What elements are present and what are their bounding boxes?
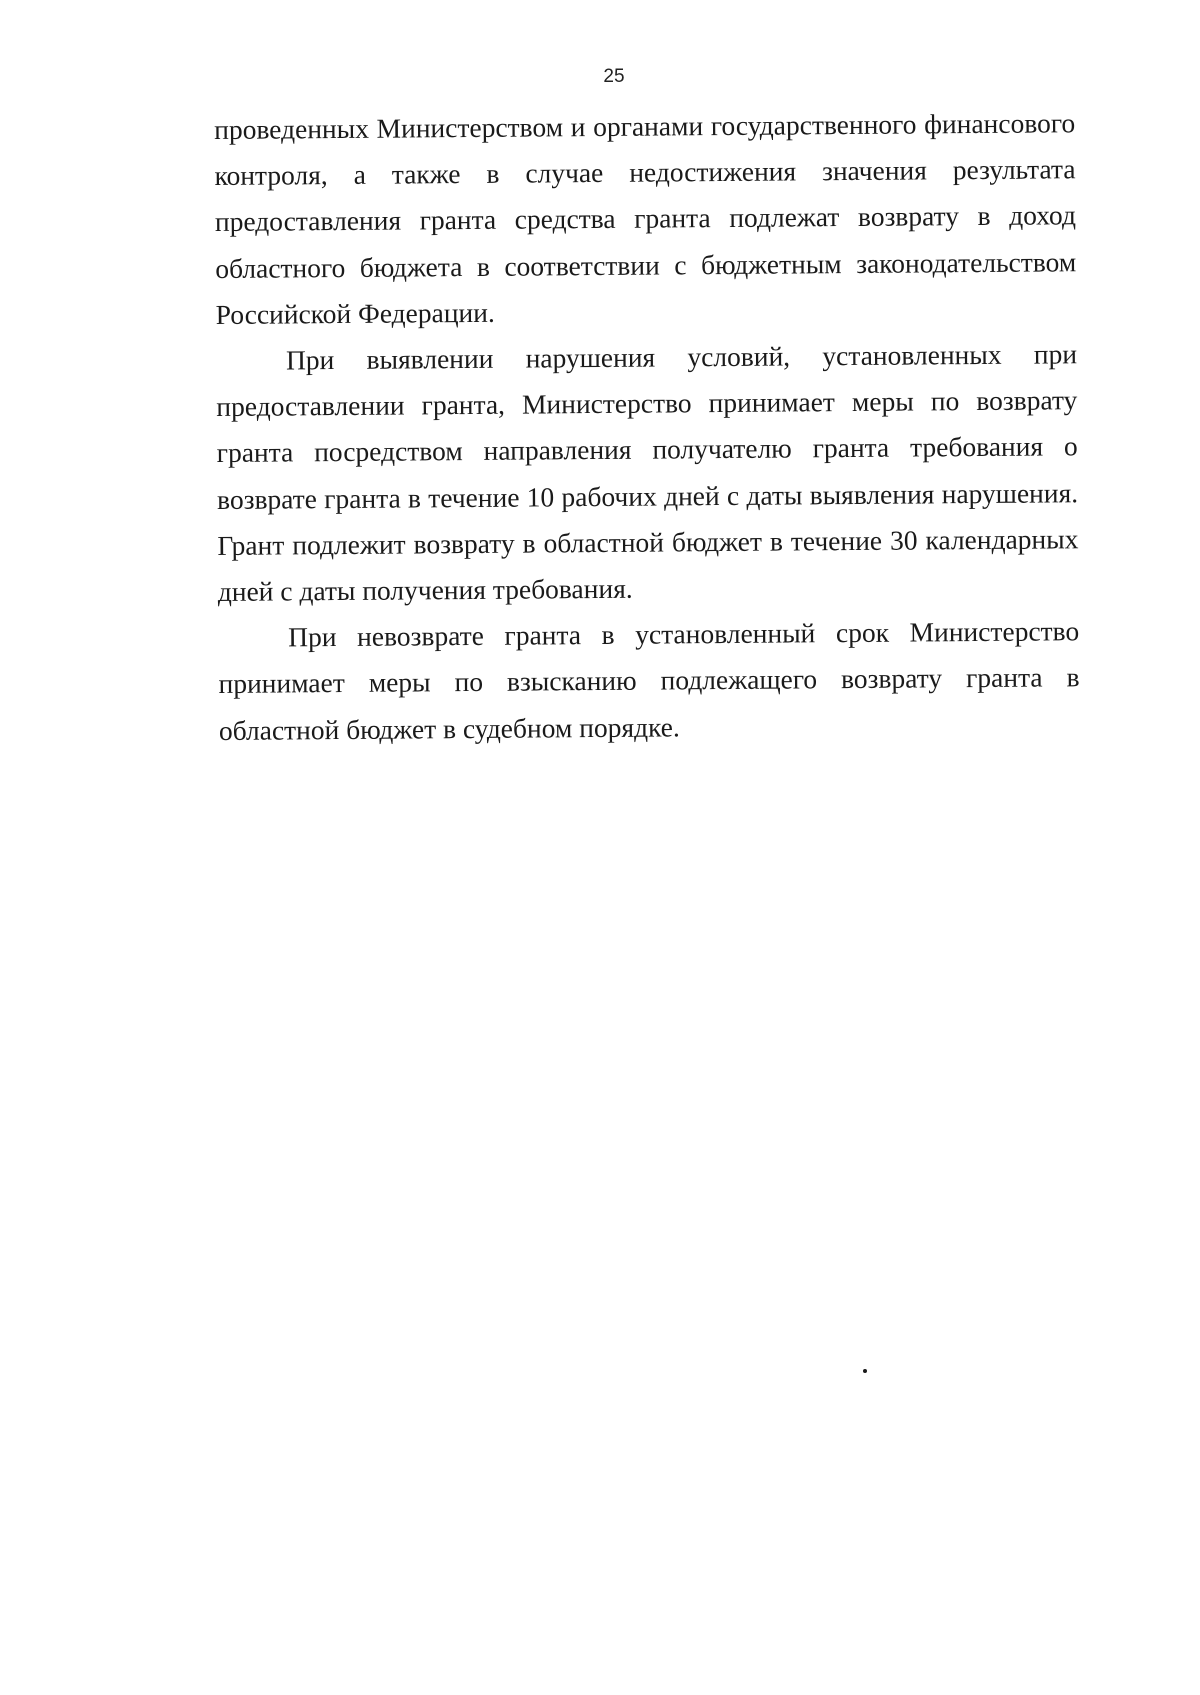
paragraph-grant-return-continuation: проведенных Министерством и органами государственного финансового контроля, а также в случае недостижения значения результата предоставления гранта средства гранта подлежат возврату в доход областного бюджета в соответствии с бюджетным законодательством Российской Федерации. (214, 107, 1077, 330)
document-body (214, 100, 1080, 754)
paragraph-violation-measures: При выявлении нарушения условий, установленных при предоставлении гранта, Министерство принимает меры по возврату гранта посредством направления получателю гранта требования о возврате гранта в течение 10 рабочих дней с даты выявления нарушения. Грант подлежит возврату в областной бюджет в течение 30 календарных дней с даты получения требования. (216, 338, 1079, 608)
stray-mark (863, 1369, 867, 1373)
paragraph-judicial-recovery: При невозврате гранта в установленный срок Министерство принимает меры по взысканию подлежащего возврату гранта в областной бюджет в судебном порядке. (218, 615, 1080, 746)
page-number: 25 (603, 66, 625, 87)
